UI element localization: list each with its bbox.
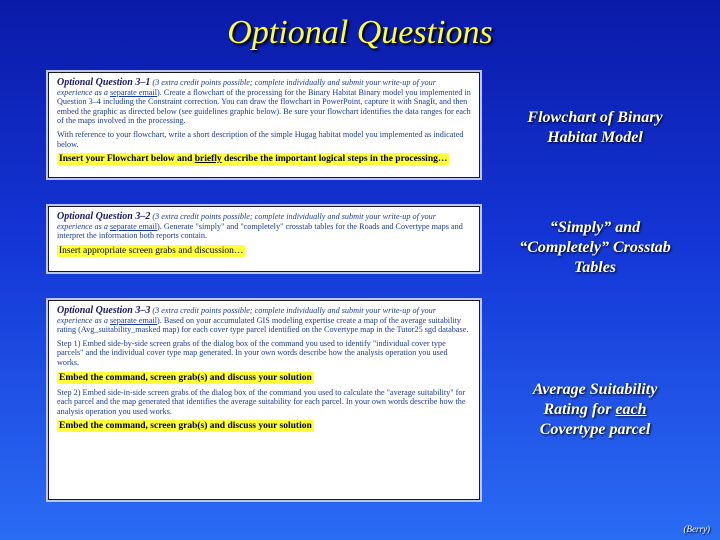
question-3-1-intro: (3 extra credit points possible; complete individually and submit your write-up of your experience as a <box>57 78 436 97</box>
question-3-1-highlight: Insert your Flowchart below and briefly describe the important logical steps in the processing… <box>59 154 448 165</box>
question-3-2-side-label: “Simply” and “Completely” Crosstab Tables <box>519 219 671 276</box>
question-3-2-box <box>48 206 480 272</box>
question-3-2-body: ). Generate "simply" and "completely" crosstab tables for the Roads and Covertype maps and interpret the information both reports contain. <box>57 221 463 241</box>
question-3-2-label: Optional Question 3–2 <box>57 211 151 222</box>
question-3-1-label: Optional Question 3–1 <box>57 77 151 88</box>
question-3-2-text <box>57 212 471 241</box>
question-3-3-label: Optional Question 3–3 <box>57 305 151 316</box>
question-3-2-separate-email: separate email <box>109 221 158 231</box>
question-3-3-separate-email: separate email <box>109 315 158 325</box>
question-3-3-side-label: Average Suitability Rating for each Covertype parcel <box>532 381 658 438</box>
question-3-3-step-2: Step 2) Embed side-in-side screen grabs of the dialog box of the command you used to calculate the "average suitability" for each parcel and the map generated that identifies the average suitability for each parcel. In your own words describe how the analysis operation you used works. <box>57 387 466 416</box>
question-3-1-separate-email: separate email <box>109 87 158 97</box>
question-3-3-step-1: Step 1) Embed side-by-side screen grabs of the dialog box of the command you used to identify "individual cover type parcels" and the individual cover type map generated. In your own words describe how the analysis operation you used works. <box>57 338 448 367</box>
question-3-3-body: ). Based on your accumulated GIS modeling expertise create a map of the average suitability rating (Avg_suitability_masked map) for each cover type parcel identified on the Covertype map in the Tutor25 sgd database. <box>57 315 469 335</box>
question-3-1-body: ). Create a flowchart of the processing for the Binary Habitat Binary model you implemented in Question 3–4 including the Constraint correction. You can draw the flowchart in PowerPoint, capture it with SnagIt, and then embed the graphic as directed below (see guidelines graphic below). Be sure your flowchart identifies the data ranges for each of the maps involved in the processing. <box>57 87 471 126</box>
question-3-1-side-label: Flowchart of Binary Habitat Model <box>527 109 663 146</box>
question-3-2-highlight: Insert appropriate screen grabs and discussion… <box>59 245 244 256</box>
question-3-2-intro: (3 extra credit points possible; complete individually and submit your write-up of your experience as a <box>57 212 436 231</box>
author-credit: (Berry) <box>683 524 710 534</box>
question-3-1-text <box>57 78 471 126</box>
question-3-3-intro: (3 extra credit points possible; complete individually and submit your write-up of your experience as a <box>57 306 436 325</box>
question-3-3-highlight-2: Embed the command, screen grab(s) and discuss your solution <box>59 421 312 432</box>
question-3-3-highlight-1: Embed the command, screen grab(s) and discuss your solution <box>59 372 312 383</box>
slide-title: Optional Questions <box>227 14 493 51</box>
question-3-1-reference: With reference to your flowchart, write a short description of the simple Hugag habitat model you implemented as indicated below. <box>57 129 464 149</box>
question-3-3-text <box>57 306 471 335</box>
question-3-3-box <box>48 300 480 500</box>
question-3-1-box <box>48 72 480 178</box>
